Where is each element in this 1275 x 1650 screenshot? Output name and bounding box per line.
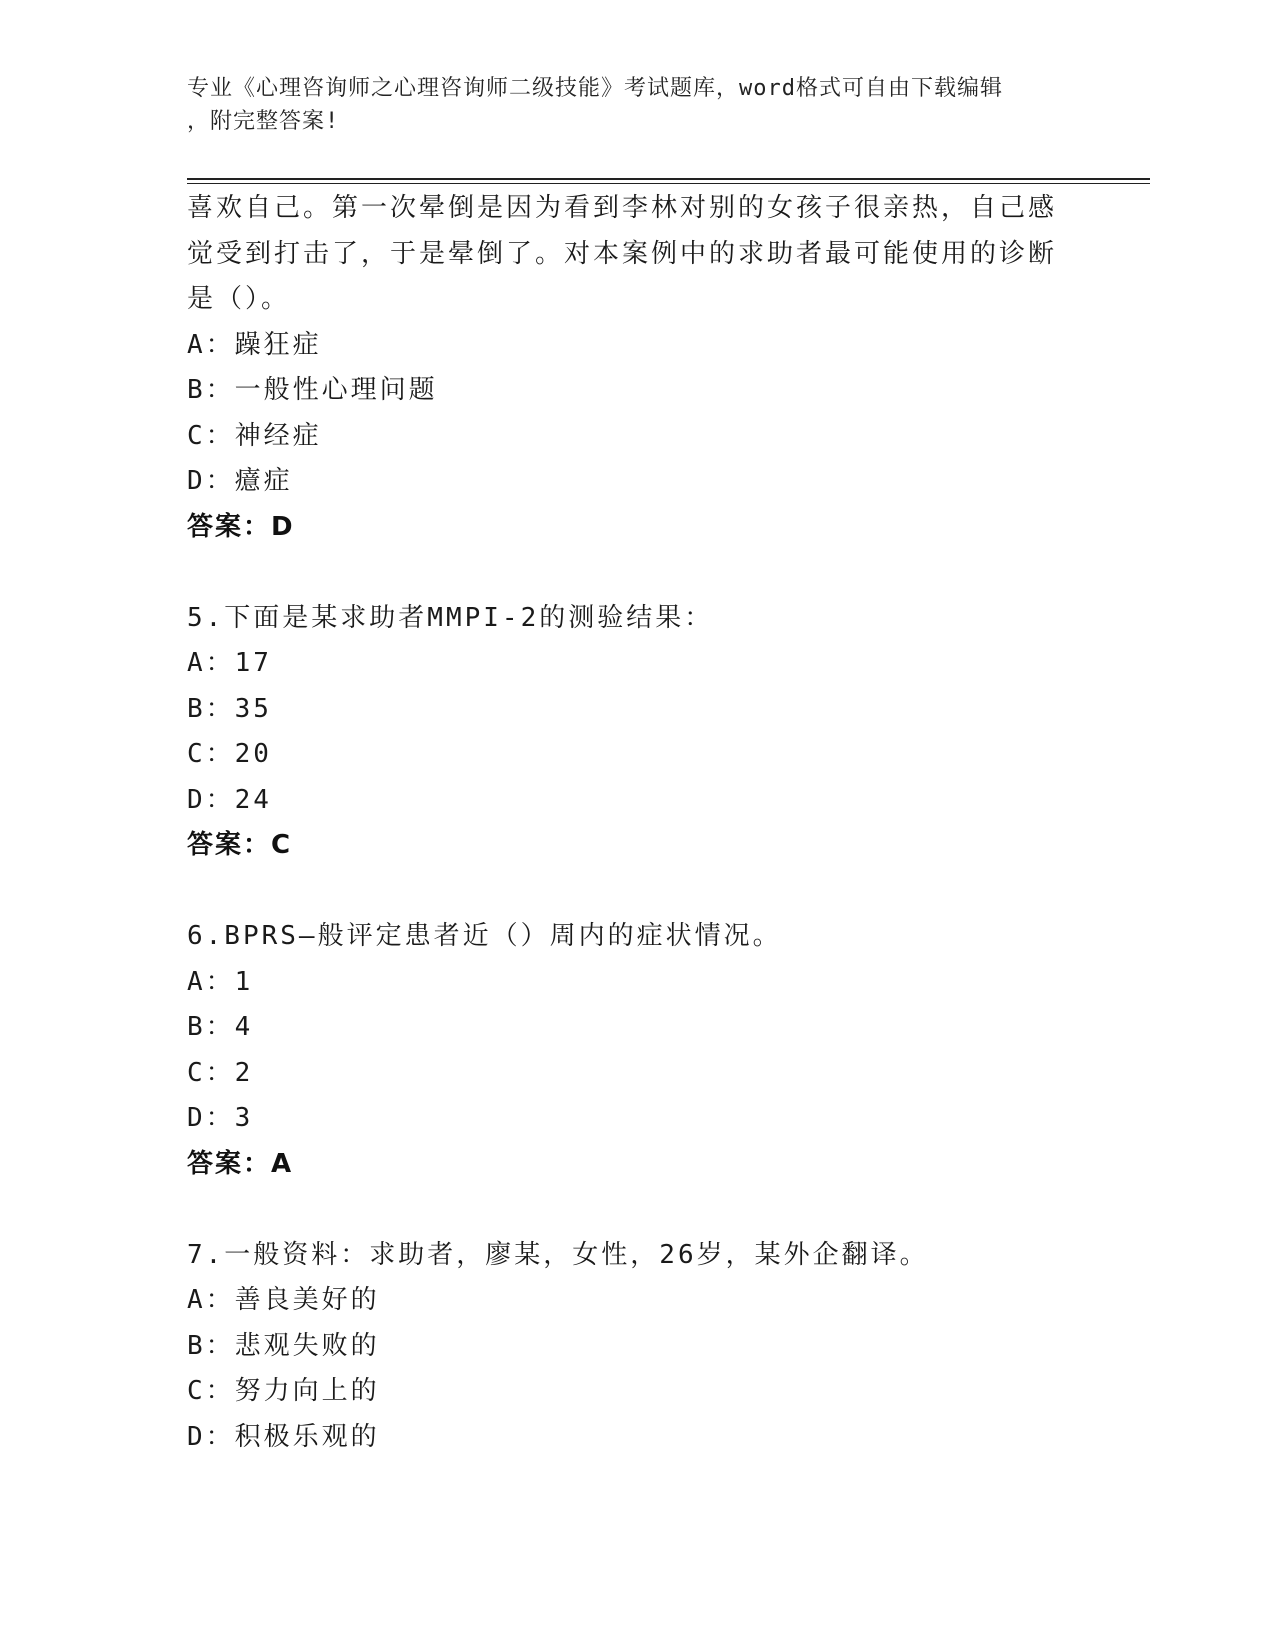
question-5 [187,596,1107,869]
spacer [187,1187,1107,1233]
question-text-line: 是（）。 [187,284,291,314]
spacer [187,550,1107,596]
question-6 [187,914,1107,1187]
question-text-line: 喜欢自己。第一次晕倒是因为看到李林对别的女孩子很亲热，自己感 [187,193,1058,223]
option-c: C：神经症 [187,420,322,451]
question-7 [187,1233,1107,1461]
answer-label: 答案：C [187,830,293,860]
option-a: A：躁狂症 [187,329,322,360]
document-header [187,72,1067,138]
question-text: 7.一般资料：求助者，廖某，女性，26岁，某外企翻译。 [187,1239,929,1270]
option-d: D：24 [187,784,272,815]
header-title-line-1: 专业《心理咨询师之心理咨询师二级技能》考试题库，word格式可自由下载编辑 [187,76,1003,101]
option-b: B：35 [187,693,272,724]
option-b: B：悲观失败的 [187,1330,380,1361]
option-b: B：4 [187,1012,254,1042]
answer-label: 答案：A [187,1148,294,1179]
option-a: A：善良美好的 [187,1285,380,1315]
spacer [187,869,1107,915]
option-c: C：20 [187,739,272,769]
option-d: D：积极乐观的 [187,1421,380,1452]
header-double-rule [187,178,1150,184]
question-4-fragment [187,186,1107,550]
option-a: A：17 [187,648,272,678]
option-c: C：2 [187,1057,254,1088]
question-text: 6.BPRS—般评定患者近（）周内的症状情况。 [187,921,782,951]
option-a: A：1 [187,966,254,997]
option-d: D：癔症 [187,466,293,496]
header-title-line-2: ，附完整答案! [187,109,340,134]
option-c: C：努力向上的 [187,1376,380,1406]
question-content [187,186,1107,1460]
option-d: D：3 [187,1103,254,1133]
answer-label: 答案：D [187,511,295,542]
question-text-line: 觉受到打击了，于是晕倒了。对本案例中的求助者最可能使用的诊断 [187,238,1058,269]
question-text: 5.下面是某求助者MMPI-2的测验结果： [187,602,714,633]
option-b: B：一般性心理问题 [187,375,438,405]
